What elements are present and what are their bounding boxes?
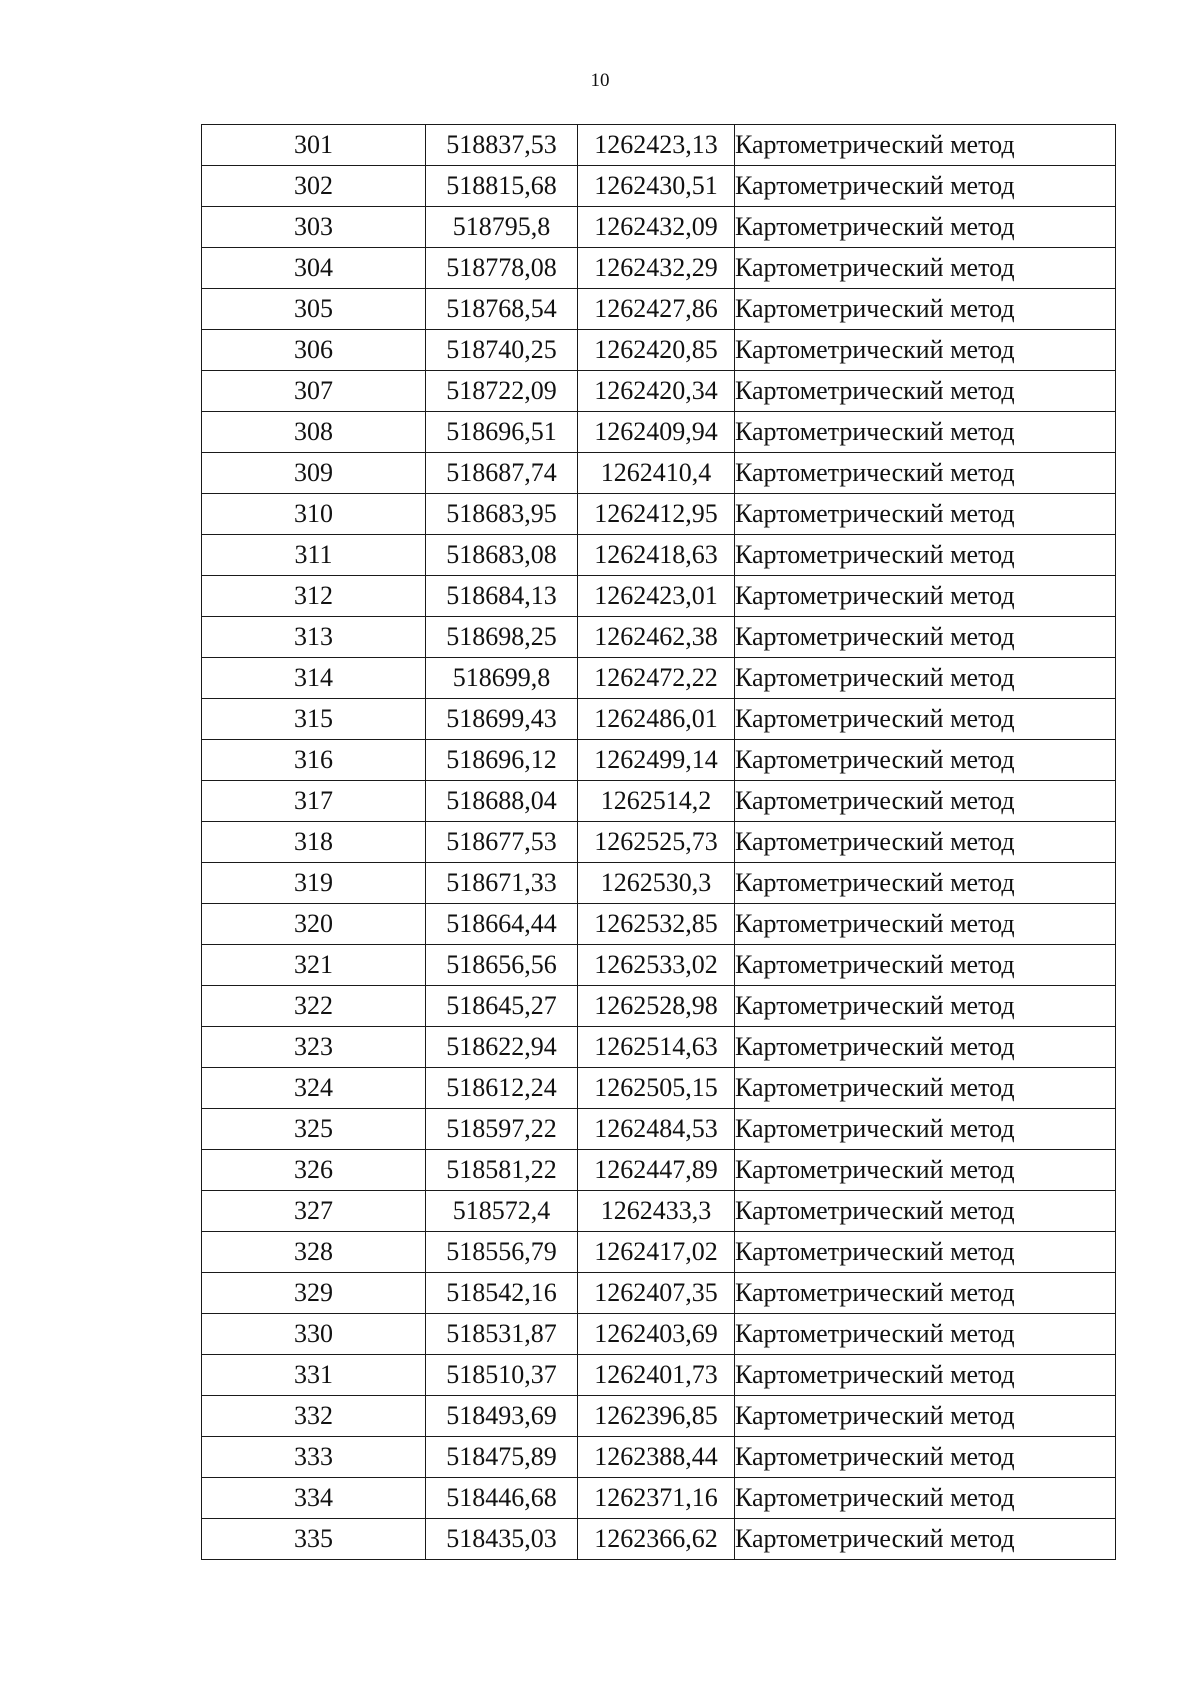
point-number-cell: 306 (202, 330, 426, 371)
x-coordinate-cell: 518687,74 (426, 453, 578, 494)
method-cell: Картометрический метод (735, 822, 1116, 863)
table-row (202, 494, 1116, 535)
x-coordinate-cell: 518664,44 (426, 904, 578, 945)
y-coordinate-cell: 1262525,73 (578, 822, 735, 863)
y-coordinate-cell: 1262423,01 (578, 576, 735, 617)
method-cell: Картометрический метод (735, 1027, 1116, 1068)
y-coordinate-cell: 1262409,94 (578, 412, 735, 453)
coordinates-table-body (202, 125, 1116, 1560)
y-coordinate-cell: 1262532,85 (578, 904, 735, 945)
x-coordinate-cell: 518683,08 (426, 535, 578, 576)
y-coordinate-cell: 1262420,85 (578, 330, 735, 371)
point-number-cell: 319 (202, 863, 426, 904)
method-cell: Картометрический метод (735, 248, 1116, 289)
method-cell: Картометрический метод (735, 986, 1116, 1027)
coordinates-table (201, 124, 1116, 1560)
point-number-cell: 302 (202, 166, 426, 207)
method-cell: Картометрический метод (735, 1396, 1116, 1437)
x-coordinate-cell: 518698,25 (426, 617, 578, 658)
method-cell: Картометрический метод (735, 494, 1116, 535)
method-cell: Картометрический метод (735, 658, 1116, 699)
method-cell: Картометрический метод (735, 166, 1116, 207)
table-row (202, 576, 1116, 617)
method-cell: Картометрический метод (735, 1273, 1116, 1314)
table-row (202, 740, 1116, 781)
table-row (202, 1068, 1116, 1109)
point-number-cell: 321 (202, 945, 426, 986)
x-coordinate-cell: 518581,22 (426, 1150, 578, 1191)
point-number-cell: 327 (202, 1191, 426, 1232)
point-number-cell: 305 (202, 289, 426, 330)
table-row (202, 945, 1116, 986)
y-coordinate-cell: 1262486,01 (578, 699, 735, 740)
point-number-cell: 304 (202, 248, 426, 289)
table-row (202, 535, 1116, 576)
y-coordinate-cell: 1262396,85 (578, 1396, 735, 1437)
x-coordinate-cell: 518699,43 (426, 699, 578, 740)
x-coordinate-cell: 518837,53 (426, 125, 578, 166)
x-coordinate-cell: 518671,33 (426, 863, 578, 904)
table-row (202, 289, 1116, 330)
x-coordinate-cell: 518778,08 (426, 248, 578, 289)
table-row (202, 1396, 1116, 1437)
x-coordinate-cell: 518542,16 (426, 1273, 578, 1314)
y-coordinate-cell: 1262514,63 (578, 1027, 735, 1068)
x-coordinate-cell: 518768,54 (426, 289, 578, 330)
point-number-cell: 311 (202, 535, 426, 576)
y-coordinate-cell: 1262371,16 (578, 1478, 735, 1519)
method-cell: Картометрический метод (735, 1314, 1116, 1355)
method-cell: Картометрический метод (735, 412, 1116, 453)
point-number-cell: 324 (202, 1068, 426, 1109)
method-cell: Картометрический метод (735, 699, 1116, 740)
x-coordinate-cell: 518696,12 (426, 740, 578, 781)
table-row (202, 1314, 1116, 1355)
point-number-cell: 309 (202, 453, 426, 494)
table-row (202, 1478, 1116, 1519)
x-coordinate-cell: 518795,8 (426, 207, 578, 248)
point-number-cell: 308 (202, 412, 426, 453)
point-number-cell: 301 (202, 125, 426, 166)
y-coordinate-cell: 1262528,98 (578, 986, 735, 1027)
method-cell: Картометрический метод (735, 781, 1116, 822)
method-cell: Картометрический метод (735, 1437, 1116, 1478)
method-cell: Картометрический метод (735, 330, 1116, 371)
point-number-cell: 312 (202, 576, 426, 617)
point-number-cell: 326 (202, 1150, 426, 1191)
method-cell: Картометрический метод (735, 1355, 1116, 1396)
y-coordinate-cell: 1262499,14 (578, 740, 735, 781)
x-coordinate-cell: 518446,68 (426, 1478, 578, 1519)
method-cell: Картометрический метод (735, 904, 1116, 945)
table-row (202, 904, 1116, 945)
point-number-cell: 310 (202, 494, 426, 535)
table-row (202, 1150, 1116, 1191)
table-row (202, 863, 1116, 904)
method-cell: Картометрический метод (735, 740, 1116, 781)
method-cell: Картометрический метод (735, 576, 1116, 617)
x-coordinate-cell: 518815,68 (426, 166, 578, 207)
method-cell: Картометрический метод (735, 1068, 1116, 1109)
y-coordinate-cell: 1262417,02 (578, 1232, 735, 1273)
y-coordinate-cell: 1262462,38 (578, 617, 735, 658)
table-row (202, 1519, 1116, 1560)
table-row (202, 412, 1116, 453)
method-cell: Картометрический метод (735, 207, 1116, 248)
table-row (202, 1191, 1116, 1232)
method-cell: Картометрический метод (735, 1150, 1116, 1191)
page-number: 10 (590, 70, 610, 91)
point-number-cell: 332 (202, 1396, 426, 1437)
table-row (202, 1273, 1116, 1314)
point-number-cell: 329 (202, 1273, 426, 1314)
table-row (202, 1109, 1116, 1150)
method-cell: Картометрический метод (735, 863, 1116, 904)
x-coordinate-cell: 518531,87 (426, 1314, 578, 1355)
y-coordinate-cell: 1262418,63 (578, 535, 735, 576)
method-cell: Картометрический метод (735, 945, 1116, 986)
point-number-cell: 335 (202, 1519, 426, 1560)
method-cell: Картометрический метод (735, 371, 1116, 412)
method-cell: Картометрический метод (735, 125, 1116, 166)
y-coordinate-cell: 1262430,51 (578, 166, 735, 207)
method-cell: Картометрический метод (735, 453, 1116, 494)
x-coordinate-cell: 518696,51 (426, 412, 578, 453)
x-coordinate-cell: 518475,89 (426, 1437, 578, 1478)
x-coordinate-cell: 518740,25 (426, 330, 578, 371)
x-coordinate-cell: 518684,13 (426, 576, 578, 617)
point-number-cell: 318 (202, 822, 426, 863)
x-coordinate-cell: 518597,22 (426, 1109, 578, 1150)
table-row (202, 330, 1116, 371)
y-coordinate-cell: 1262433,3 (578, 1191, 735, 1232)
point-number-cell: 333 (202, 1437, 426, 1478)
point-number-cell: 317 (202, 781, 426, 822)
table-row (202, 699, 1116, 740)
point-number-cell: 331 (202, 1355, 426, 1396)
method-cell: Картометрический метод (735, 617, 1116, 658)
point-number-cell: 322 (202, 986, 426, 1027)
y-coordinate-cell: 1262420,34 (578, 371, 735, 412)
y-coordinate-cell: 1262432,29 (578, 248, 735, 289)
point-number-cell: 307 (202, 371, 426, 412)
x-coordinate-cell: 518656,56 (426, 945, 578, 986)
x-coordinate-cell: 518510,37 (426, 1355, 578, 1396)
table-row (202, 248, 1116, 289)
y-coordinate-cell: 1262432,09 (578, 207, 735, 248)
x-coordinate-cell: 518683,95 (426, 494, 578, 535)
table-row (202, 1437, 1116, 1478)
x-coordinate-cell: 518493,69 (426, 1396, 578, 1437)
y-coordinate-cell: 1262410,4 (578, 453, 735, 494)
point-number-cell: 314 (202, 658, 426, 699)
y-coordinate-cell: 1262366,62 (578, 1519, 735, 1560)
y-coordinate-cell: 1262505,15 (578, 1068, 735, 1109)
x-coordinate-cell: 518622,94 (426, 1027, 578, 1068)
point-number-cell: 320 (202, 904, 426, 945)
method-cell: Картометрический метод (735, 535, 1116, 576)
point-number-cell: 316 (202, 740, 426, 781)
y-coordinate-cell: 1262447,89 (578, 1150, 735, 1191)
y-coordinate-cell: 1262427,86 (578, 289, 735, 330)
point-number-cell: 325 (202, 1109, 426, 1150)
x-coordinate-cell: 518572,4 (426, 1191, 578, 1232)
x-coordinate-cell: 518722,09 (426, 371, 578, 412)
point-number-cell: 328 (202, 1232, 426, 1273)
y-coordinate-cell: 1262533,02 (578, 945, 735, 986)
y-coordinate-cell: 1262401,73 (578, 1355, 735, 1396)
method-cell: Картометрический метод (735, 1519, 1116, 1560)
x-coordinate-cell: 518688,04 (426, 781, 578, 822)
point-number-cell: 334 (202, 1478, 426, 1519)
x-coordinate-cell: 518677,53 (426, 822, 578, 863)
x-coordinate-cell: 518556,79 (426, 1232, 578, 1273)
y-coordinate-cell: 1262484,53 (578, 1109, 735, 1150)
x-coordinate-cell: 518435,03 (426, 1519, 578, 1560)
y-coordinate-cell: 1262472,22 (578, 658, 735, 699)
y-coordinate-cell: 1262403,69 (578, 1314, 735, 1355)
x-coordinate-cell: 518645,27 (426, 986, 578, 1027)
method-cell: Картометрический метод (735, 1232, 1116, 1273)
y-coordinate-cell: 1262530,3 (578, 863, 735, 904)
method-cell: Картометрический метод (735, 289, 1116, 330)
y-coordinate-cell: 1262412,95 (578, 494, 735, 535)
point-number-cell: 303 (202, 207, 426, 248)
x-coordinate-cell: 518699,8 (426, 658, 578, 699)
point-number-cell: 330 (202, 1314, 426, 1355)
table-row (202, 1027, 1116, 1068)
y-coordinate-cell: 1262407,35 (578, 1273, 735, 1314)
y-coordinate-cell: 1262423,13 (578, 125, 735, 166)
table-row (202, 125, 1116, 166)
table-row (202, 207, 1116, 248)
table-row (202, 371, 1116, 412)
y-coordinate-cell: 1262388,44 (578, 1437, 735, 1478)
method-cell: Картометрический метод (735, 1478, 1116, 1519)
table-row (202, 1232, 1116, 1273)
point-number-cell: 323 (202, 1027, 426, 1068)
point-number-cell: 315 (202, 699, 426, 740)
y-coordinate-cell: 1262514,2 (578, 781, 735, 822)
method-cell: Картометрический метод (735, 1191, 1116, 1232)
table-row (202, 658, 1116, 699)
point-number-cell: 313 (202, 617, 426, 658)
table-row (202, 617, 1116, 658)
x-coordinate-cell: 518612,24 (426, 1068, 578, 1109)
table-row (202, 822, 1116, 863)
table-row (202, 453, 1116, 494)
table-row (202, 166, 1116, 207)
table-row (202, 1355, 1116, 1396)
method-cell: Картометрический метод (735, 1109, 1116, 1150)
table-row (202, 986, 1116, 1027)
table-row (202, 781, 1116, 822)
